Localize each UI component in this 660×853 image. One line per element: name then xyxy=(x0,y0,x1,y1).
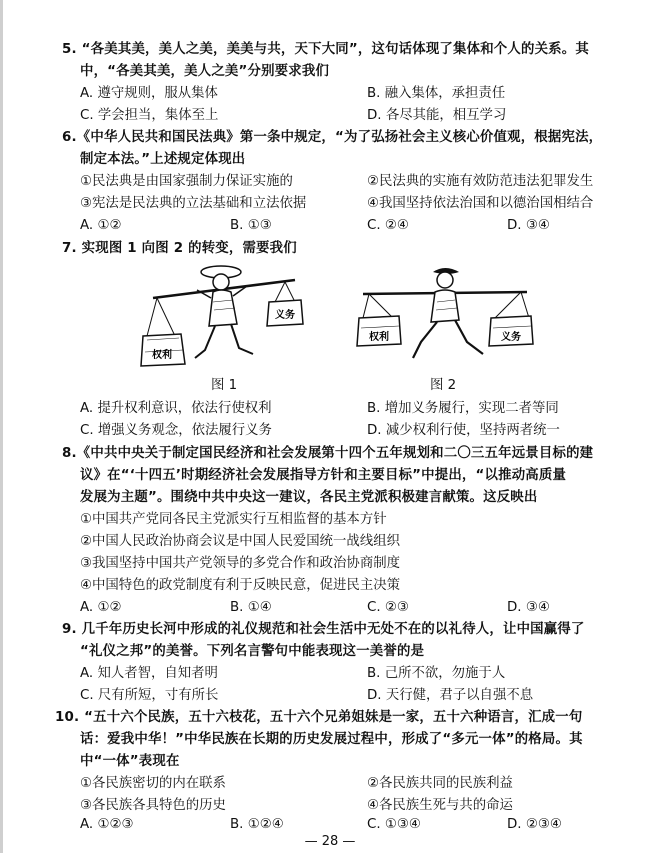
q7-option-b: B. 增加义务履行，实现二者等同 xyxy=(367,401,559,416)
q10-statement-4: ④各民族生死与共的命运 xyxy=(367,798,513,813)
q6-option-a: A. ①② xyxy=(80,218,122,233)
q10-option-c: C. ①③④ xyxy=(367,817,421,832)
q6-stem-line1: 6.《中华人民共和国民法典》第一条中规定，“为了弘扬社会主义核心价值观，根据宪法， xyxy=(62,130,603,145)
q6-option-c: C. ②④ xyxy=(367,218,409,233)
q5-stem-line1: 5. “各美其美，美人之美，美美与共，天下大同”，这句话体现了集体和个人的关系。其 xyxy=(62,42,589,57)
q10-stem-line1: 10. “五十六个民族，五十六枝花，五十六个兄弟姐妹是一家，五十六种语言，汇成一句 xyxy=(55,710,583,725)
fig1-label-rights: 权利 xyxy=(152,350,172,361)
q6-option-d: D. ③④ xyxy=(507,218,550,233)
q8-option-a: A. ①② xyxy=(80,600,122,615)
q8-statement-4: ④中国特色的政党制度有利于反映民意，促进民主决策 xyxy=(80,578,400,593)
q8-statement-1: ①中国共产党同各民主党派实行互相监督的基本方针 xyxy=(80,512,387,527)
q7-option-d: D. 减少权利行使，坚持两者统一 xyxy=(367,423,560,438)
figure-2-illustration xyxy=(355,262,535,374)
q6-statement-3: ③宪法是民法典的立法基础和立法依据 xyxy=(80,196,307,211)
q9-option-d: D. 天行健，君子以自强不息 xyxy=(367,688,534,703)
q10-option-b: B. ①②④ xyxy=(230,817,284,832)
q6-statement-2: ②民法典的实施有效防范违法犯罪发生 xyxy=(367,174,594,189)
figure-1-illustration xyxy=(135,258,315,373)
q6-statement-1: ①民法典是由国家强制力保证实施的 xyxy=(80,174,293,189)
q10-option-a: A. ①②③ xyxy=(80,817,134,832)
q5-option-d: D. 各尽其能，相互学习 xyxy=(367,108,507,123)
fig1-label-duties: 义务 xyxy=(275,310,295,321)
q6-stem-line2: 制定本法。”上述规定体现出 xyxy=(80,152,246,167)
q10-statement-3: ③各民族各具特色的历史 xyxy=(80,798,226,813)
q7-stem: 7. 实现图 1 向图 2 的转变，需要我们 xyxy=(62,241,297,256)
q8-option-b: B. ①④ xyxy=(230,600,272,615)
q8-statement-3: ③我国坚持中国共产党领导的多党合作和政治协商制度 xyxy=(80,556,400,571)
q7-option-a: A. 提升权利意识，依法行使权利 xyxy=(80,401,272,416)
q10-statement-1: ①各民族密切的内在联系 xyxy=(80,776,226,791)
q9-option-b: B. 己所不欲，勿施于人 xyxy=(367,666,506,681)
q10-option-d: D. ②③④ xyxy=(507,817,562,832)
q8-stem-line1: 8.《中共中央关于制定国民经济和社会发展第十四个五年规划和二〇三五年远景目标的建 xyxy=(62,446,594,461)
fig2-label-rights: 权利 xyxy=(369,332,389,343)
q8-stem-line3: 发展为主题”。围绕中共中央这一建议，各民主党派积极建言献策。这反映出 xyxy=(80,490,538,505)
q8-statement-2: ②中国人民政治协商会议是中国人民爱国统一战线组织 xyxy=(80,534,400,549)
q7-option-c: C. 增强义务观念，依法履行义务 xyxy=(80,423,272,438)
fig2-label-duties: 义务 xyxy=(501,332,521,343)
page-number: — 28 — xyxy=(304,834,356,849)
q5-stem-line2: 中，“各美其美，美人之美”分别要求我们 xyxy=(80,64,330,79)
q8-option-c: C. ②③ xyxy=(367,600,409,615)
q10-stem-line3: 中“一体”表现在 xyxy=(80,754,180,769)
q6-statement-4: ④我国坚持依法治国和以德治国相结合 xyxy=(367,196,594,211)
q10-statement-2: ②各民族共同的民族利益 xyxy=(367,776,513,791)
q9-option-a: A. 知人者智，自知者明 xyxy=(80,666,218,681)
q9-stem-line2: “礼仪之邦”的美誉。下列名言警句中能表现这一美誉的是 xyxy=(80,644,425,659)
figure-1-caption: 图 1 xyxy=(211,378,238,393)
q5-option-b: B. 融入集体，承担责任 xyxy=(367,86,506,101)
q5-option-a: A. 遵守规则，服从集体 xyxy=(80,86,218,101)
q6-option-b: B. ①③ xyxy=(230,218,272,233)
figure-2-caption: 图 2 xyxy=(430,378,457,393)
q9-stem-line1: 9. 几千年历史长河中形成的礼仪规范和社会生活中无处不在的以礼待人，让中国赢得了 xyxy=(62,622,585,637)
q9-option-c: C. 尺有所短，寸有所长 xyxy=(80,688,219,703)
q10-stem-line2: 话：爱我中华！”中华民族在长期的历史发展过程中，形成了“多元一体”的格局。其 xyxy=(80,732,583,747)
q5-option-c: C. 学会担当，集体至上 xyxy=(80,108,219,123)
q8-option-d: D. ③④ xyxy=(507,600,550,615)
q8-stem-line2: 议》在“‘十四五’时期经济社会发展指导方针和主要目标”中提出，“以推动高质量 xyxy=(80,468,567,483)
